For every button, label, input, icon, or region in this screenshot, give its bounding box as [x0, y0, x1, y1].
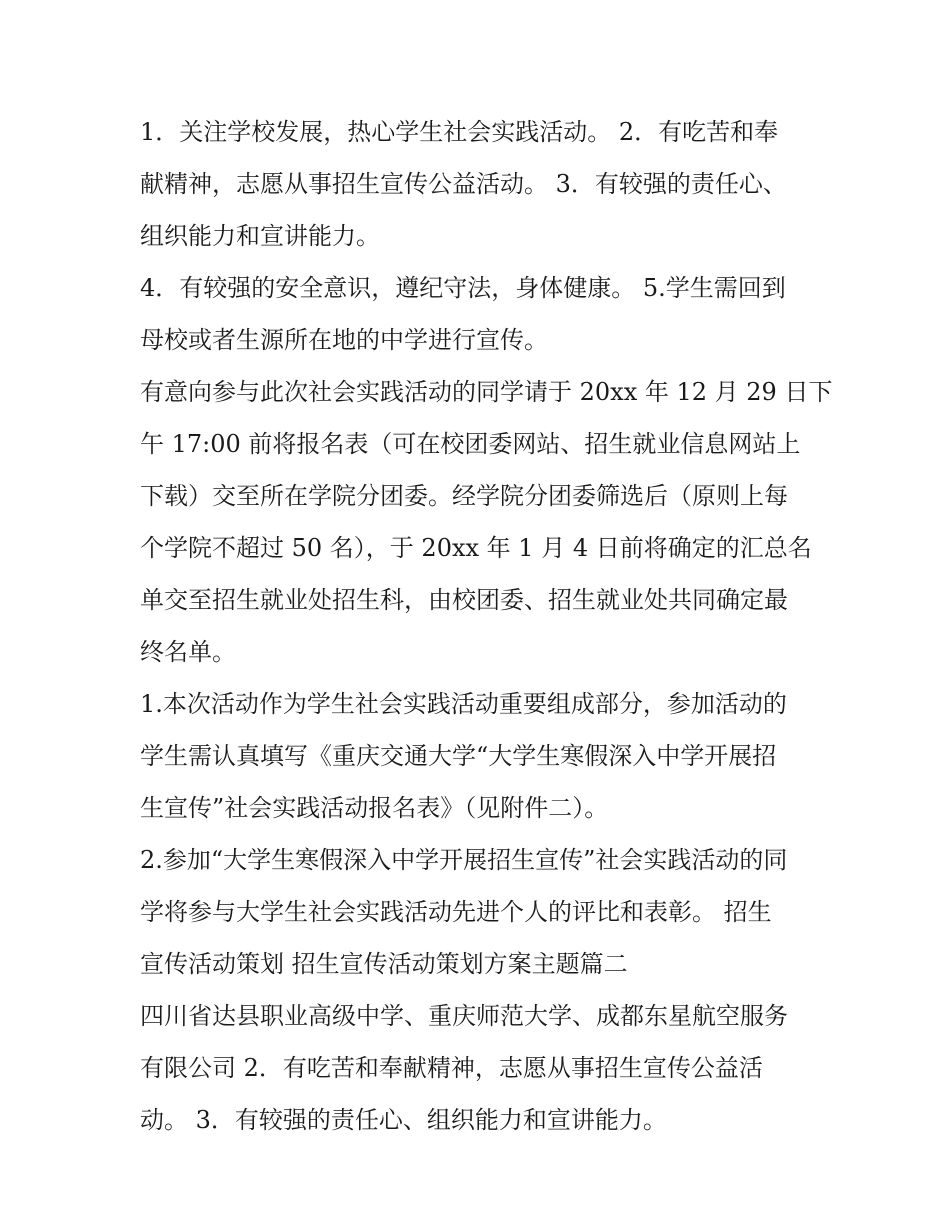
text-line: 个学院不超过 50 名），于 20xx 年 1 月 4 日前将确定的汇总名: [140, 534, 812, 562]
text-line: 宣传活动策划 招生宣传活动策划方案主题篇二: [140, 950, 628, 978]
text-line: 午 17:00 前将报名表（可在校团委网站、招生就业信息网站上: [140, 430, 801, 458]
text-line: 1．关注学校发展，热心学生社会实践活动。 2．有吃苦和奉: [140, 118, 779, 146]
text-line: 终名单。: [140, 638, 236, 666]
text-line: 生宣传”社会实践活动报名表》（见附件二）。: [140, 794, 609, 822]
text-line: 学生需认真填写《重庆交通大学“大学生寒假深入中学开展招: [140, 742, 777, 770]
text-line: 单交至招生就业处招生科，由校团委、招生就业处共同确定最: [140, 586, 788, 614]
text-line: 下载）交至所在学院分团委。经学院分团委筛选后（原则上每: [140, 482, 788, 510]
text-line: 四川省达县职业高级中学、重庆师范大学、成都东星航空服务: [140, 1002, 788, 1030]
text-line: 献精神，志愿从事招生宣传公益活动。 3．有较强的责任心、: [140, 170, 787, 198]
text-line: 组织能力和宣讲能力。: [140, 222, 380, 250]
text-line: 动。 3．有较强的责任心、组织能力和宣讲能力。: [140, 1106, 667, 1134]
text-line: 有意向参与此次社会实践活动的同学请于 20xx 年 12 月 29 日下: [140, 378, 833, 406]
text-line: 2.参加“大学生寒假深入中学开展招生宣传”社会实践活动的同: [140, 846, 788, 874]
text-line: 1.本次活动作为学生社会实践活动重要组成部分，参加活动的: [140, 690, 787, 718]
document-body: [140, 106, 833, 1146]
text-line: 有限公司 2．有吃苦和奉献精神，志愿从事招生宣传公益活: [140, 1054, 763, 1082]
text-line: 4．有较强的安全意识，遵纪守法，身体健康。 5.学生需回到: [140, 274, 786, 302]
text-line: 母校或者生源所在地的中学进行宣传。: [140, 326, 548, 354]
text-line: 学将参与大学生社会实践活动先进个人的评比和表彰。 招生: [140, 898, 772, 926]
